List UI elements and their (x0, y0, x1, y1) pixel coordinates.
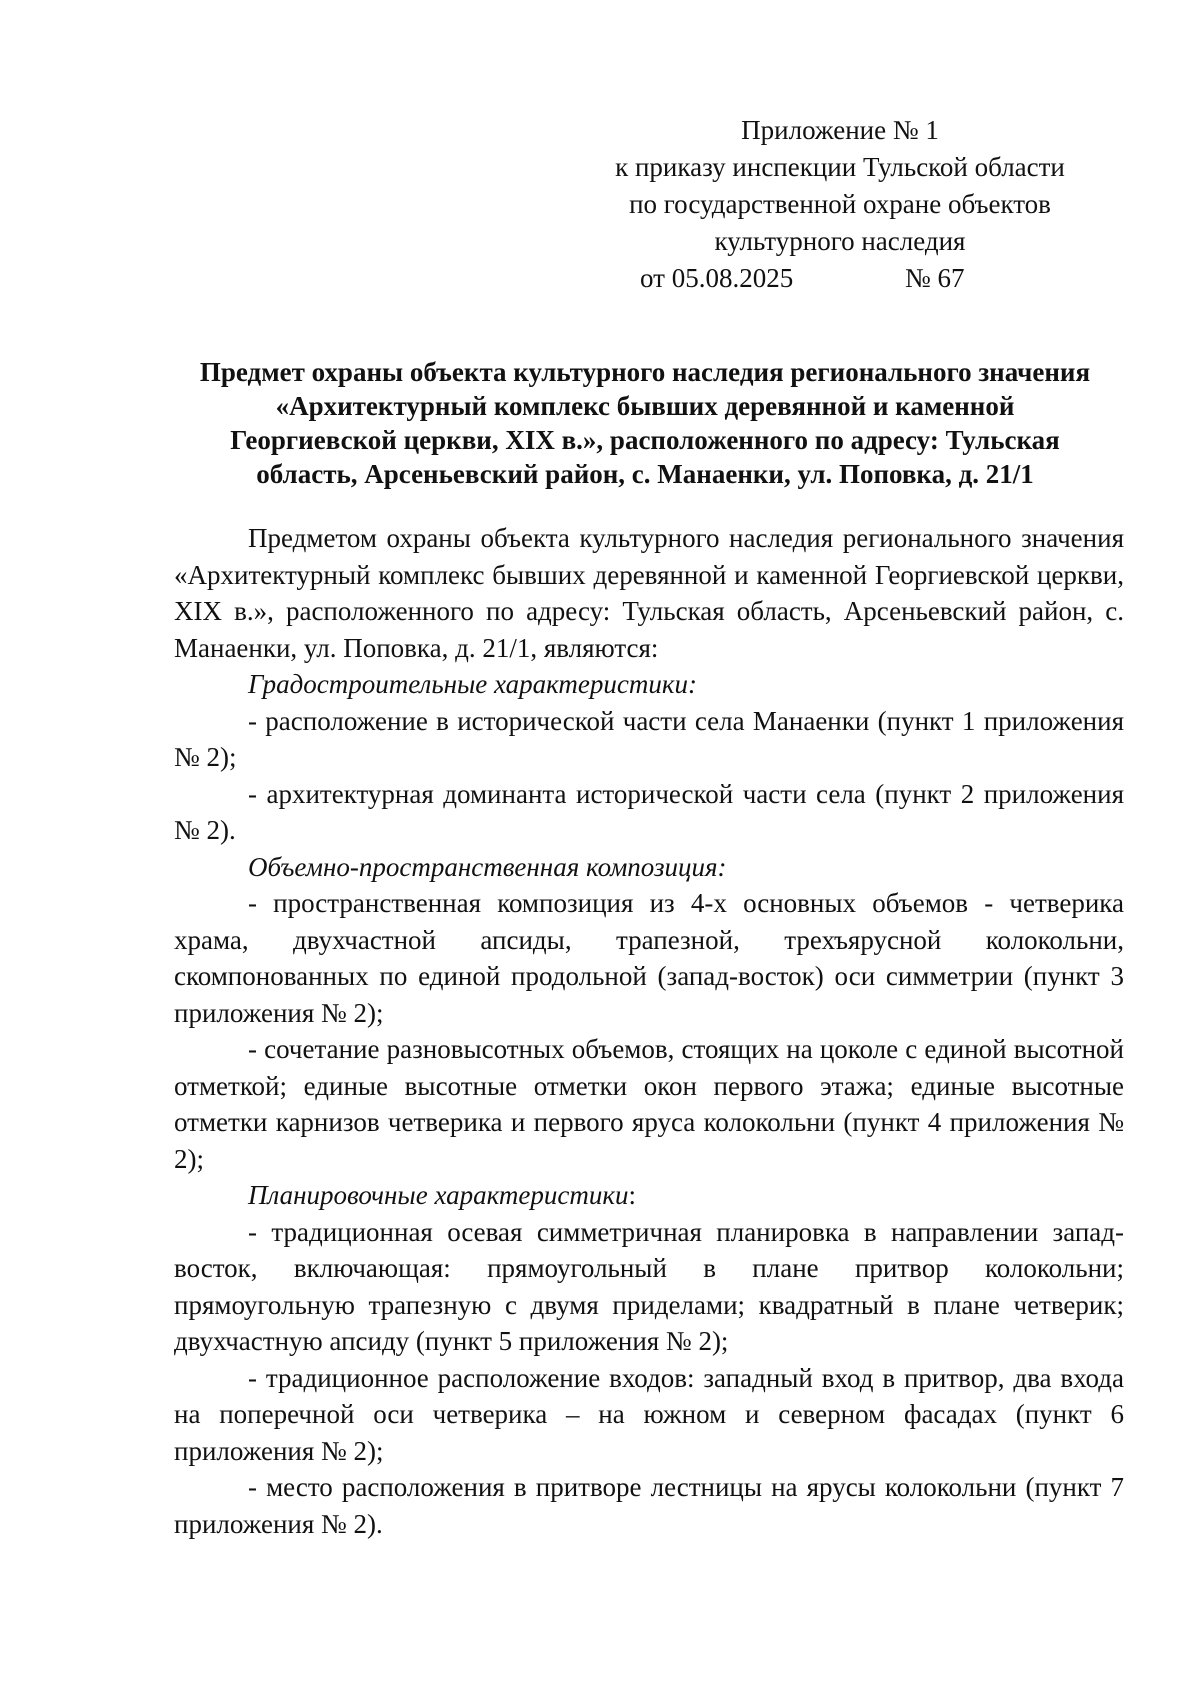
order-reference: к приказу инспекции Тульской области (615, 152, 1065, 182)
document-title (150, 355, 1140, 491)
appendix-header (580, 112, 1100, 297)
title-line: область, Арсеньевский район, с. Манаенки, ул. Поповка, д. 21/1 (256, 459, 1034, 489)
list-item: - сочетание разновысотных объемов, стоящих на цоколе с единой высотной отметкой; единые высотные отметки окон первого этажа; единые высотные отметки карнизов четверика и первого яруса колокольни (пункт 4 приложения № 2); (174, 1034, 1124, 1174)
section-heading: Планировочные характеристики: (248, 1180, 636, 1210)
title-line: «Архитектурный комплекс бывших деревянной и каменной (275, 391, 1015, 421)
document-body (174, 520, 1124, 1542)
section-heading-text: Объемно-пространственная композиция: (248, 851, 727, 882)
list-item: - место расположения в притворе лестницы на ярусы колокольни (пункт 7 приложения № 2). (174, 1472, 1124, 1539)
section-heading-text: Градостроительные характеристики: (248, 669, 698, 699)
section-heading (174, 849, 1124, 886)
list-item: - пространственная композиция из 4-х основных объемов - четверика храма, двухчастной апсиды, трапезной, трехъярусной колокольни, скомпонованных по единой продольной (запад-восток) оси симметрии (пункт 3 приложения № 2); (174, 888, 1124, 1028)
section-heading-text: Планировочные характеристики (248, 1180, 629, 1210)
list-item: - традиционное расположение входов: западный вход в притвор, два входа на поперечной оси четверика – на южном и северном фасадах (пункт 6 приложения № 2); (174, 1362, 1124, 1466)
title-line: Георгиевской церкви, XIX в.», расположенного по адресу: Тульская (230, 425, 1060, 455)
order-number: № 67 (905, 263, 965, 293)
order-reference-3: культурного наследия (714, 226, 966, 256)
intro-paragraph: Предметом охраны объекта культурного наследия регионального значения «Архитектурный комплекс бывших деревянной и каменной Георгиевской церкви, XIX в.», расположенного по адресу: Тульская область, Арсеньевский район, с. Манаенки, ул. Поповка, д. 21/1, являются: (174, 523, 1124, 663)
order-reference-2: по государственной охране объектов (629, 189, 1051, 219)
list-item: - архитектурная доминанта исторической части села (пункт 2 приложения № 2). (174, 778, 1124, 845)
order-date: от 05.08.2025 (640, 263, 794, 293)
title-line: Предмет охраны объекта культурного наследия регионального значения (199, 357, 1091, 387)
list-item: - расположение в исторической части села Манаенки (пункт 1 приложения № 2); (174, 705, 1124, 772)
list-item: - традиционная осевая симметричная планировка в направлении запад-восток, включающая: прямоугольный в плане притвор колокольни; прямоугольную трапезную с двумя приделами; квадратный в плане четверик; двухчастную апсиду (пункт 5 приложения № 2); (174, 1216, 1124, 1356)
appendix-number: Приложение № 1 (741, 115, 939, 145)
section-heading (174, 666, 1124, 703)
order-date-row (580, 260, 1100, 297)
